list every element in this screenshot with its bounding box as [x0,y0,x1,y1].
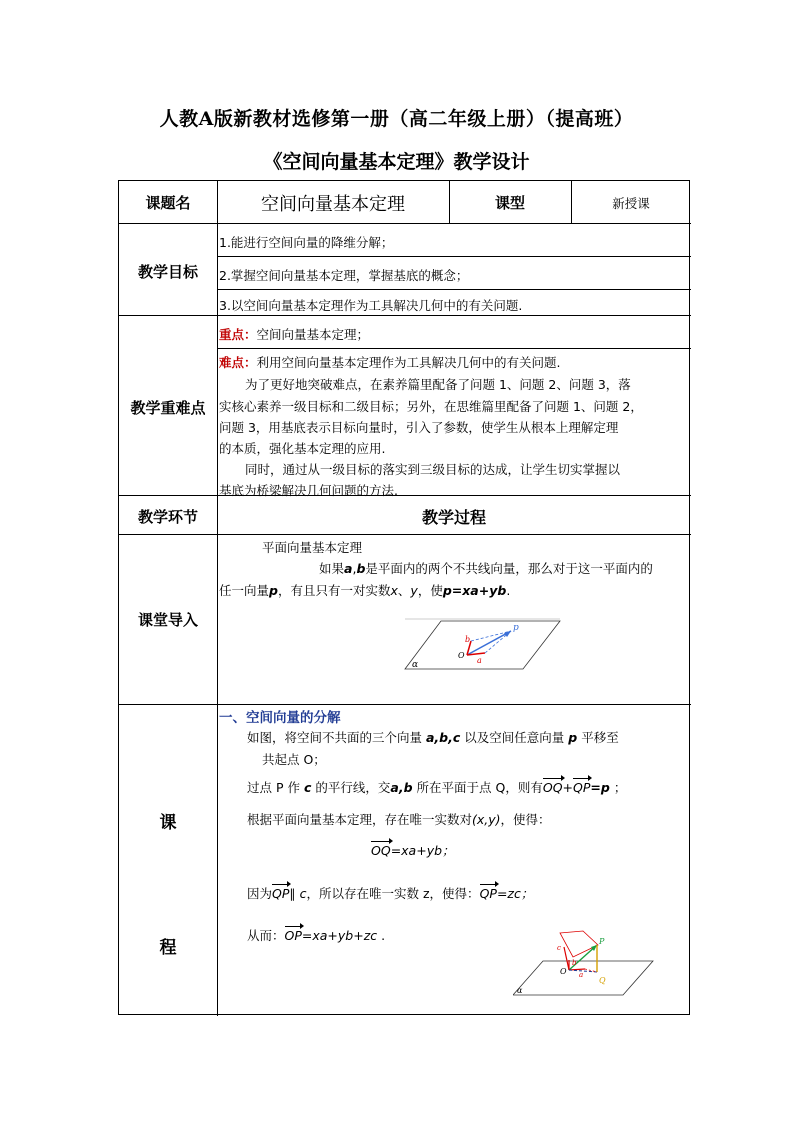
course-type-value: 新授课 [612,196,650,211]
var-x: x [390,583,398,598]
text: ； [613,780,627,795]
label-o: O [458,651,465,660]
note-line: 为了更好地突破难点，在素养篇里配备了问题 1、问题 2、问题 3，落 [245,377,631,392]
text: 从而： [247,928,285,943]
goal-item: 2.掌握空间向量基本定理，掌握基底的概念； [219,268,469,283]
course-name-value: 空间向量基本定理 [261,194,405,215]
vector-a: a [344,561,353,576]
label-c: c [557,944,561,952]
text: 如图，将空间不共面的三个向量 [247,730,423,745]
text: 过点 P 作 [247,780,300,795]
label-p: p [513,623,519,633]
goal-item: 1.能进行空间向量的降维分解； [219,235,394,250]
text: ，所以存在唯一实数 z，使得： [306,886,480,901]
text: ，使 [417,583,443,598]
vector-qp: QP [479,886,497,901]
text: . [381,928,386,943]
plane-vector-figure [403,613,563,678]
vectors-ab: a,b [390,780,413,795]
row-divider [119,534,691,535]
text: 根据平面向量基本定理，存在唯一实数对 [247,812,473,827]
label-q: Q [599,976,606,985]
lesson-line [247,810,551,828]
note-line: 同时，通过从一级目标的落实到三级目标的达成，让学生切实掌握以 [245,462,621,477]
vectors-abc: a,b,c [426,730,461,745]
label-a: a [579,971,584,979]
figure-background [513,927,658,1002]
formula: =xa+yb； [390,843,455,858]
lesson-label-2: 程 [159,938,177,958]
vector-p: p [568,730,578,745]
key-point [219,325,369,343]
lesson-line [247,884,533,902]
label-p: P [599,937,605,946]
text: 以及空间任意向量 [464,730,565,745]
text: 平移至 [581,730,619,745]
text: 的平行线，交 [315,780,391,795]
section-title: 一、空间向量的分解 [219,710,341,726]
intro-heading: 平面向量基本定理 [262,540,363,555]
note-line: 的本质，强化基本定理的应用. [219,441,386,456]
key-text: 空间向量基本定理； [256,327,370,342]
text: 所在平面于点 Q，则有 [416,780,543,795]
vector-qp: QP [573,780,591,795]
note-line: 问题 3，用基底表示目标向量时，引入了参数，使学生从根本上理解定理 [219,420,619,435]
text: 如果 [319,561,345,576]
lesson-line [247,778,626,796]
text: , [352,561,357,576]
intro-theorem-line [219,581,510,599]
formula: =p [590,780,610,795]
vector-oq: OQ [371,843,391,858]
lesson-line [247,728,619,746]
text: . [506,583,511,598]
keypoints-label: 教学重难点 [130,399,206,417]
document-subtitle: 《空间向量基本定理》教学设计 [263,151,530,173]
row-divider [217,256,691,257]
pair-xy: (x,y) [472,812,501,827]
note-line: 基底为桥梁解决几何问题的方法. [219,483,398,498]
vector-p: p [269,583,278,598]
process-label: 教学过程 [421,508,486,527]
lesson-formula [371,841,455,859]
text: ，使得： [500,812,551,827]
vector-qp: QP [272,886,290,901]
formula: p=xa+yb [442,583,507,598]
document-title: 人教A版新教材选修第一册（高二年级上册）（提高班） [159,108,634,130]
text: 是平面内的两个不共线向量，那么对于这一平面内的 [365,561,653,576]
course-type-label: 课型 [494,194,525,212]
difficulty-tag: 难点： [219,355,257,370]
vector-b: b [356,561,366,576]
formula: =xa+yb+zc [301,928,378,943]
goals-label: 教学目标 [137,263,198,281]
text: 、 [397,583,411,598]
key-tag: 重点： [219,327,257,342]
vector-op: OP [284,928,302,943]
label-alpha: α [412,660,419,670]
label-a: a [477,656,482,665]
var-y: y [410,583,418,598]
difficulty-text: 利用空间向量基本定理作为工具解决几何中的有关问题. [256,355,561,370]
row-divider [119,704,691,705]
space-decomposition-figure [513,927,658,1002]
lesson-plan-table [118,180,690,1015]
text: ，有且只有一对实数 [277,583,391,598]
note-line: 实核心素养一级目标和二级目标；另外，在思维篇里配备了问题 1、问题 2， [219,399,643,414]
row-divider [217,289,691,290]
text: 因为 [247,886,273,901]
goal-item: 3.以空间向量基本定理作为工具解决几何中的有关问题. [219,298,523,313]
lesson-line: 共起点 O； [262,752,326,767]
difficulty-point [219,353,561,371]
parallel-c: ∥ c [289,886,307,901]
row-divider [119,495,691,496]
label-alpha: α [517,986,523,995]
label-o: O [560,967,567,976]
column-divider [217,181,218,1016]
vector-oq: OQ [542,780,563,795]
formula: =zc； [496,886,534,901]
label-b: b [465,635,471,644]
text: 任一向量 [219,583,270,598]
row-divider [217,348,691,349]
vector-c: c [303,780,312,795]
process-stage-label: 教学环节 [137,508,198,526]
course-name-label: 课题名 [145,194,191,212]
row-divider [119,223,691,224]
row-divider [119,315,691,316]
intro-label: 课堂导入 [137,611,198,629]
text: + [562,780,574,795]
lesson-label-1: 课 [159,813,177,833]
label-b: b [572,959,577,967]
lesson-line [247,926,385,944]
intro-theorem-line [319,559,653,577]
